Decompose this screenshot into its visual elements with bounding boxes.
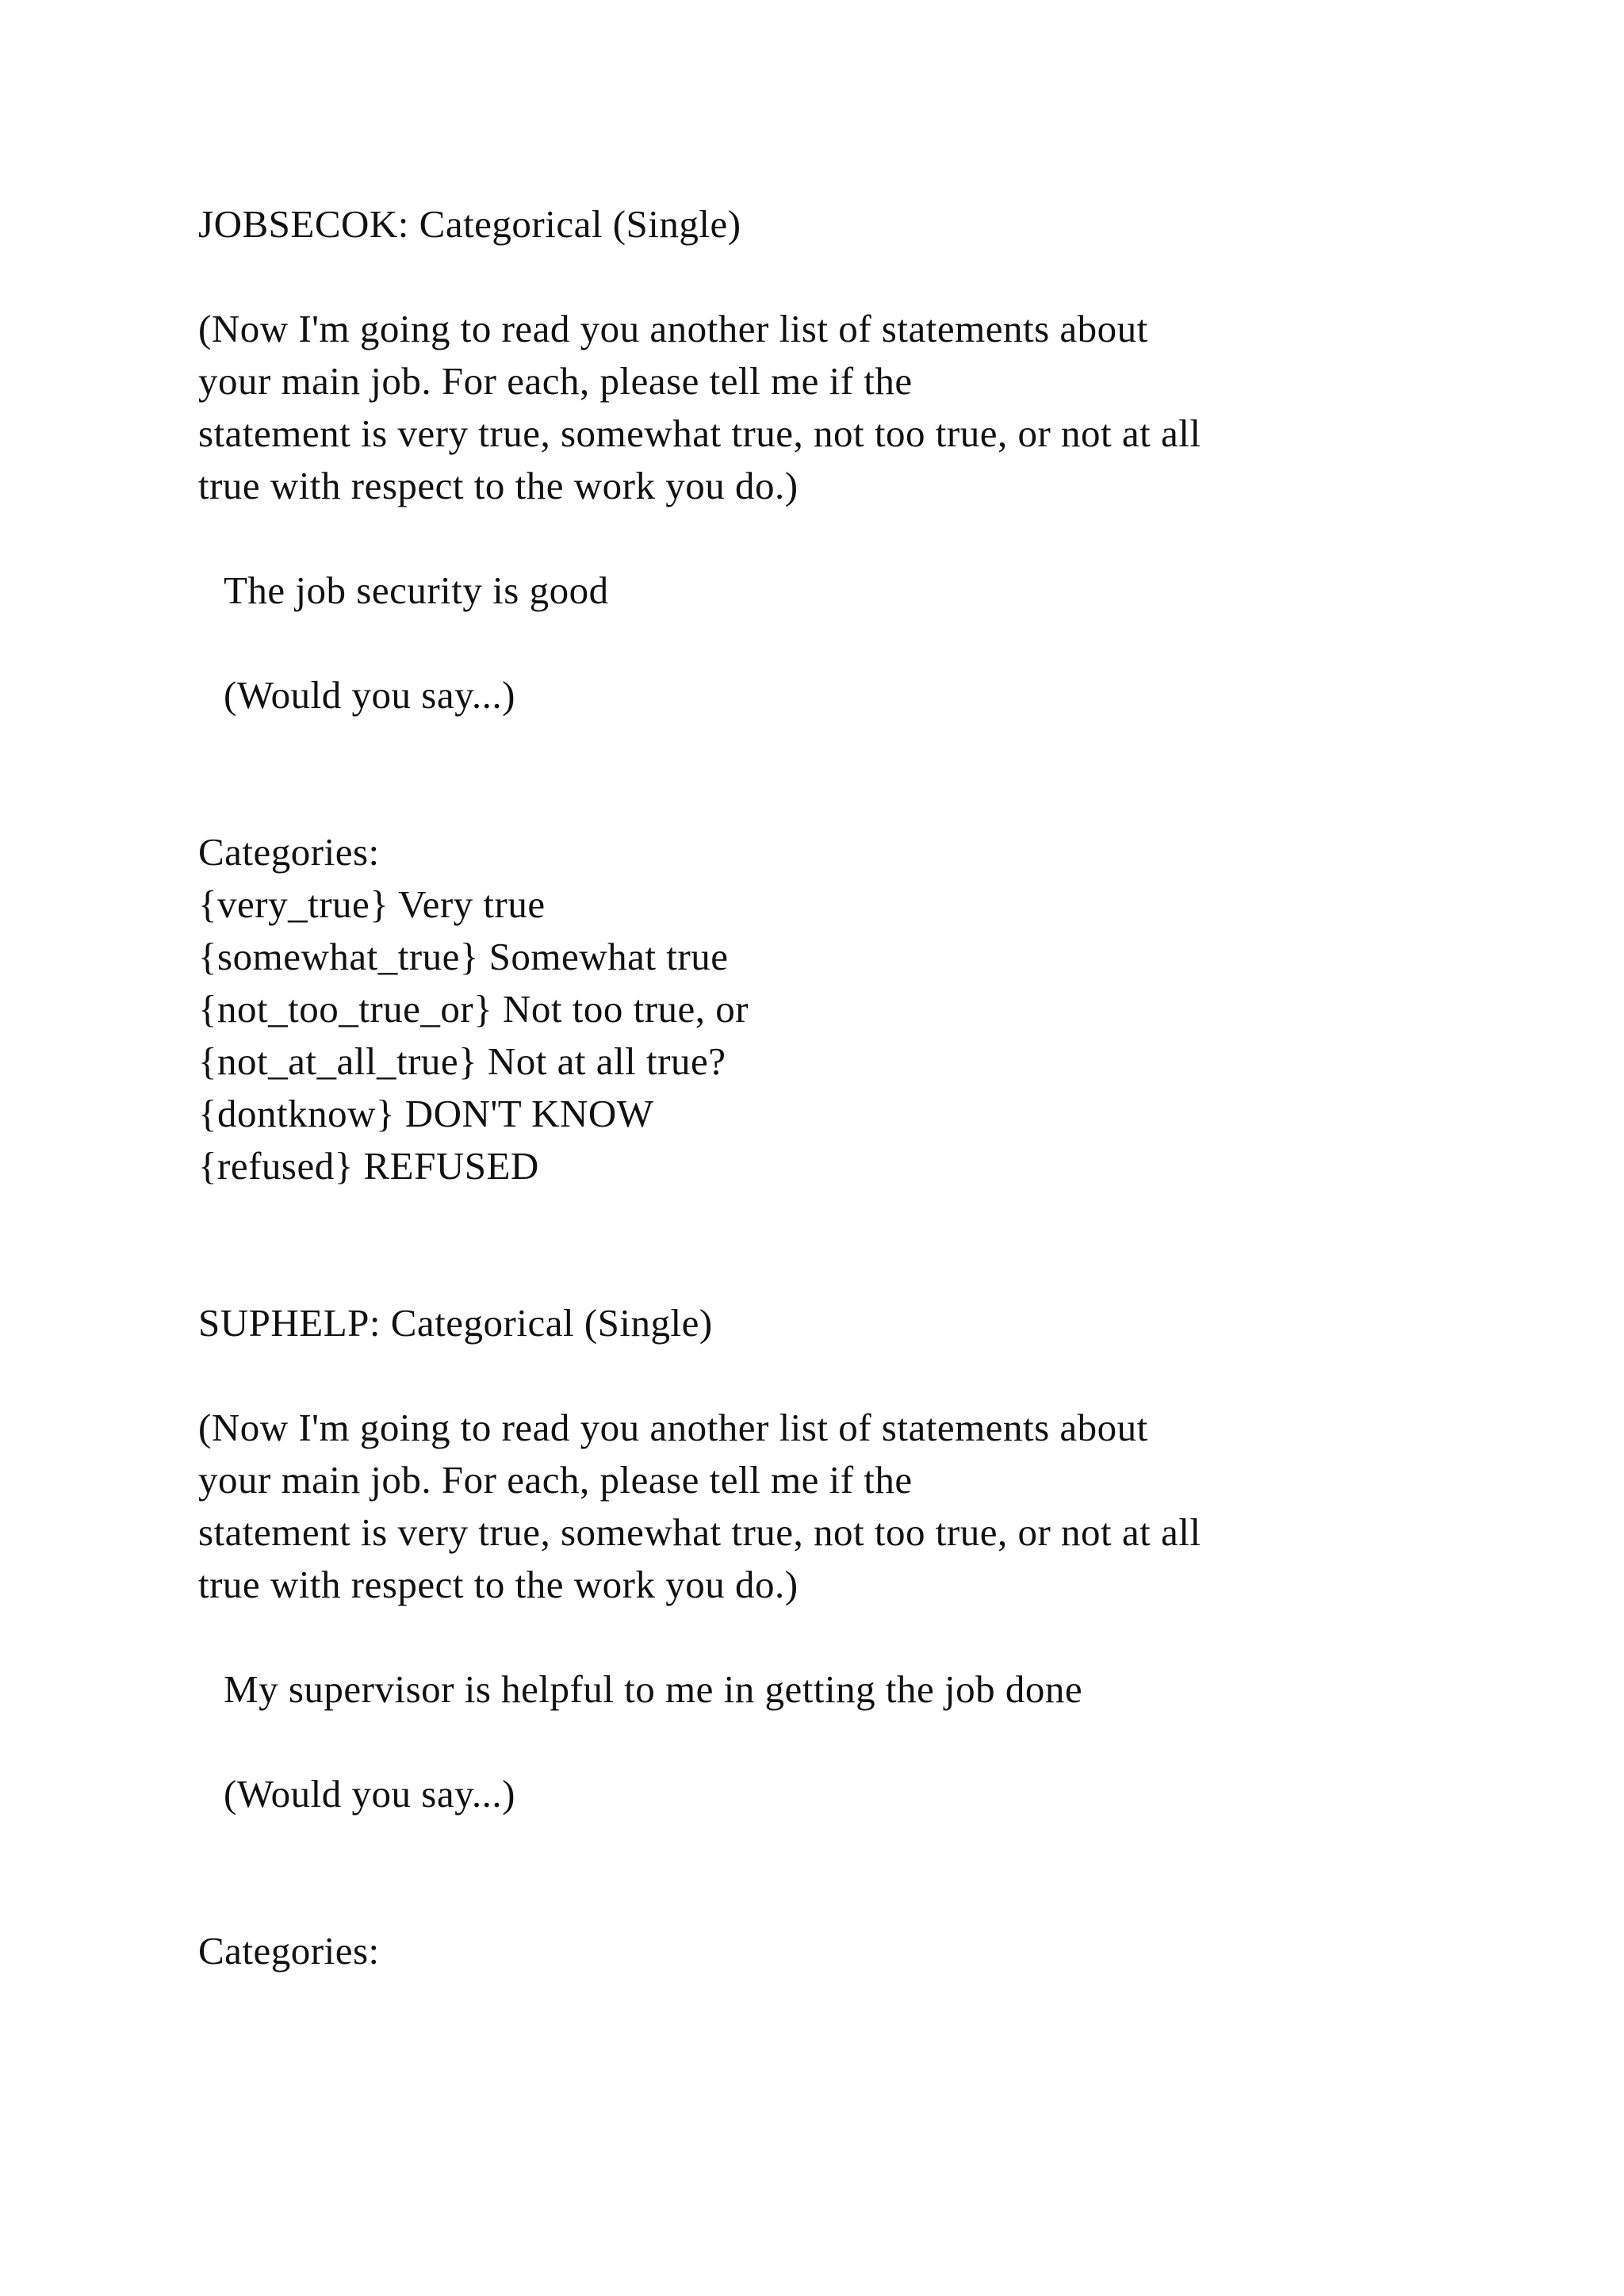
intro-line: (Now I'm going to read you another list of statements about [198,1406,1148,1449]
question-heading: JOBSECOK: Categorical (Single) [198,202,741,246]
intro-line: statement is very true, somewhat true, not too true, or not at all [198,411,1201,455]
question-intro [198,1402,1467,1611]
spacer [198,1349,1467,1402]
question-prompt: (Would you say...) [224,1772,515,1816]
intro-line: statement is very true, somewhat true, not too true, or not at all [198,1510,1201,1554]
spacer [198,1873,1467,1925]
question-suphelp [198,1297,1467,1977]
question-heading: SUPHELP: Categorical (Single) [198,1301,713,1345]
spacer [198,512,1467,564]
spacer [198,721,1467,774]
spacer [198,1716,1467,1768]
category-item: {dontknow} DON'T KNOW [198,1092,654,1135]
category-item: {somewhat_true} Somewhat true [198,935,729,978]
spacer [198,1611,1467,1663]
document-page [198,198,1467,1977]
spacer [198,774,1467,826]
category-item: {very_true} Very true [198,882,546,926]
question-statement: My supervisor is helpful to me in getting the job done [224,1667,1083,1711]
intro-line: true with respect to the work you do.) [198,1563,799,1606]
question-jobsecok [198,198,1467,1192]
categories-label: Categories: [198,1929,380,1973]
category-item: {refused} REFUSED [198,1144,539,1188]
spacer [198,1192,1467,1245]
question-intro [198,303,1467,512]
intro-line: true with respect to the work you do.) [198,464,799,507]
categories-label: Categories: [198,830,380,874]
spacer [198,617,1467,669]
spacer [198,251,1467,303]
question-statement: The job security is good [224,568,609,612]
intro-line: (Now I'm going to read you another list of statements about [198,307,1148,350]
categories-list [198,878,1467,1192]
spacer [198,1820,1467,1873]
intro-line: your main job. For each, please tell me if the [198,359,913,403]
intro-line: your main job. For each, please tell me if the [198,1458,913,1502]
spacer [198,1245,1467,1297]
category-item: {not_at_all_true} Not at all true? [198,1039,726,1083]
question-prompt: (Would you say...) [224,673,515,717]
category-item: {not_too_true_or} Not too true, or [198,987,749,1031]
